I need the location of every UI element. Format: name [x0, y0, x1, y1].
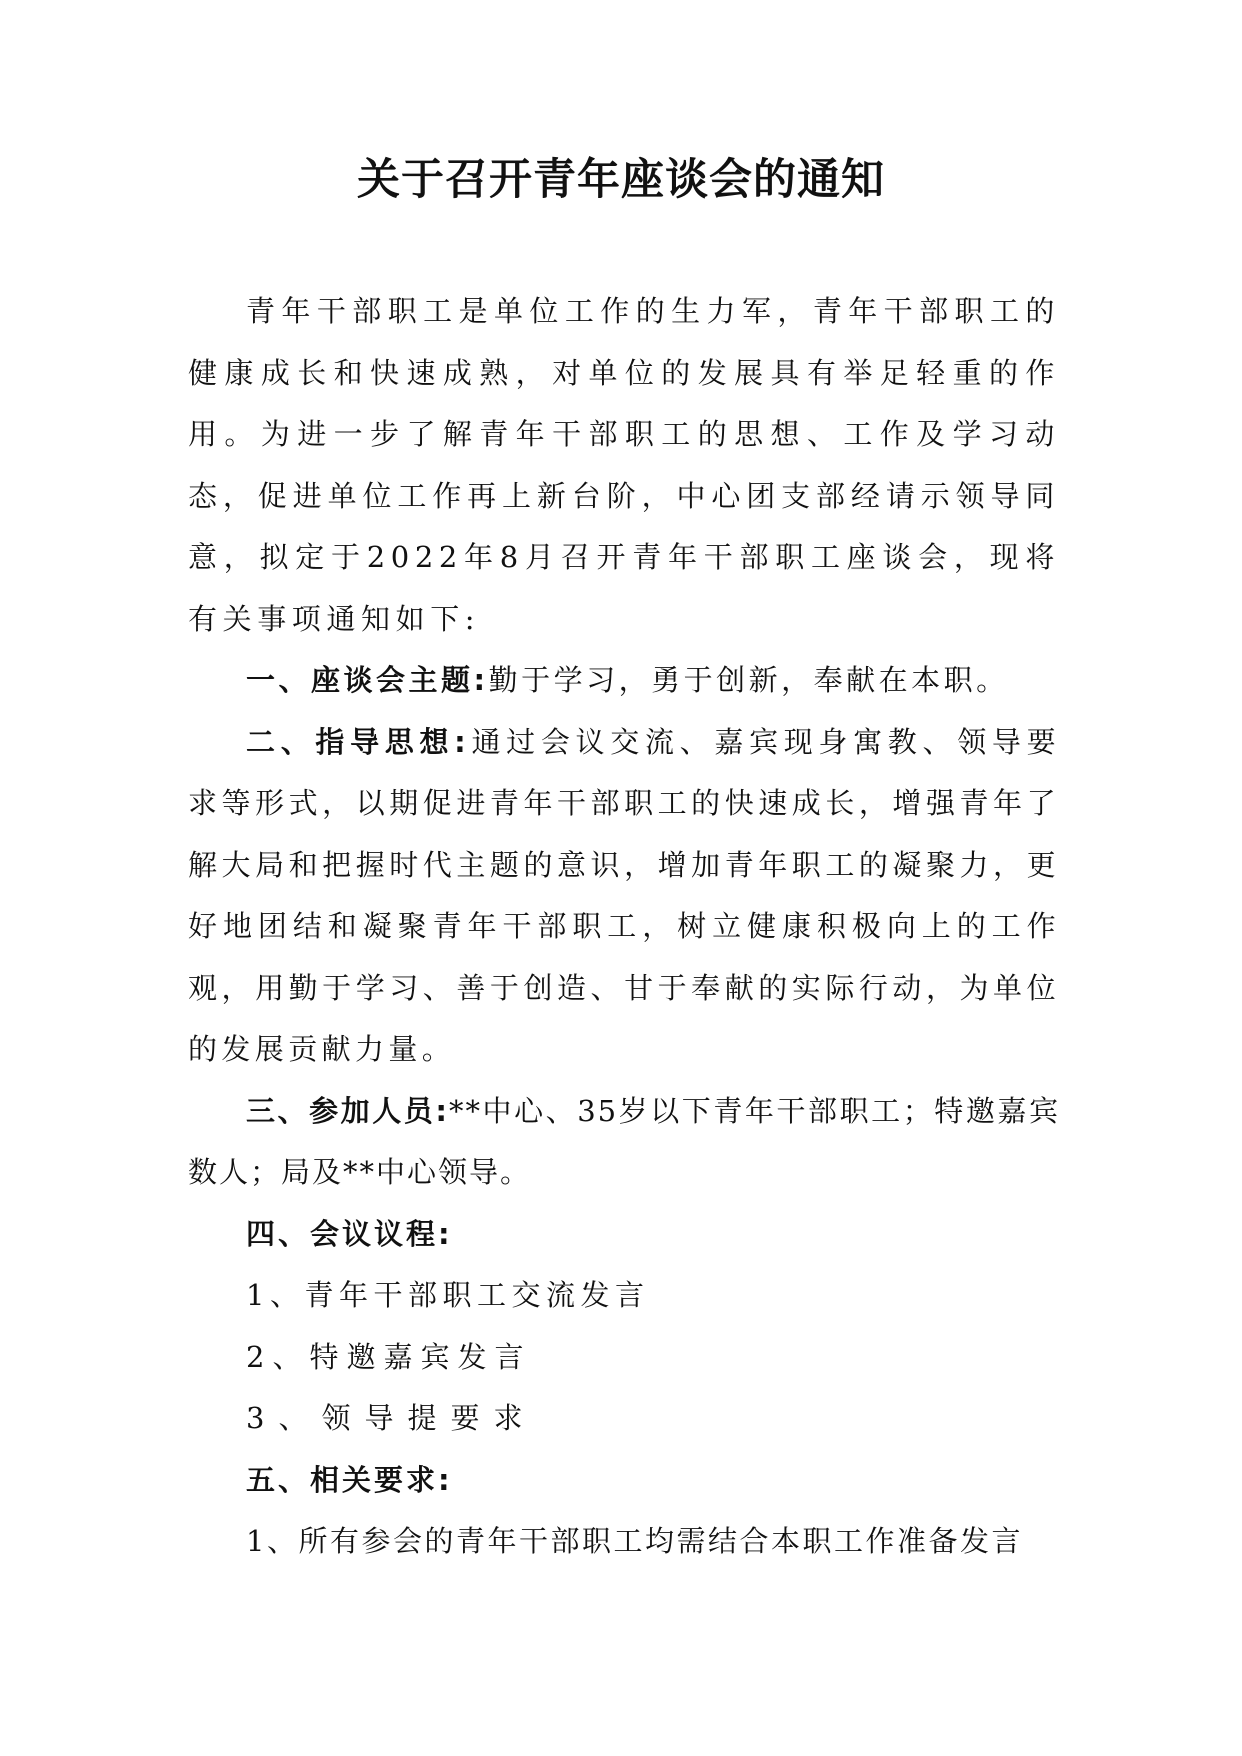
section-guiding-text: 通过会议交流、嘉宾现身寓教、领导要求等形式，以期促进青年干部职工的快速成长，增强青年了解大局和把握时代主题的意识，增加青年职工的凝聚力，更好地团结和凝聚青年干部职工，树立健康积极向上的工作观，用勤于学习、善于创造、甘于奉献的实际行动，为单位的发展贡献力量。: [188, 724, 1060, 1066]
intro-paragraph: 青年干部职工是单位工作的生力军，青年干部职工的健康成长和快速成熟，对单位的发展具有举足轻重的作用。为进一步了解青年干部职工的思想、工作及学习动态，促进单位工作再上新台阶，中心团支部经请示领导同意，拟定于2022年8月召开青年干部职工座谈会，现将有关事项通知如下:: [188, 294, 1060, 636]
section-theme: [188, 650, 1060, 712]
agenda-item: 3、领导提要求: [246, 1401, 537, 1435]
agenda-item: 1、青年干部职工交流发言: [246, 1278, 650, 1312]
section-theme-heading: 一、座谈会主题:: [246, 663, 489, 697]
document-title: 关于召开青年座谈会的通知: [357, 155, 885, 205]
section-guiding-heading: 二、指导思想:: [246, 724, 471, 759]
section-participants: [188, 1081, 1060, 1204]
requirement-item: 1、所有参会的青年干部职工均需结合本职工作准备发言: [246, 1524, 1023, 1558]
document-body: [188, 281, 1060, 1573]
section-guiding: [188, 712, 1060, 1081]
section-participants-text: **中心、35岁以下青年干部职工；特邀嘉宾数人；局及**中心领导。: [188, 1093, 1060, 1189]
section-theme-text: 勤于学习，勇于创新，奉献在本职。: [488, 663, 1009, 697]
section-agenda-heading: 四、会议议程:: [246, 1216, 453, 1251]
section-participants-heading: 三、参加人员:: [246, 1093, 449, 1128]
section-requirements-heading: 五、相关要求:: [246, 1462, 453, 1497]
agenda-item: 2、特邀嘉宾发言: [246, 1339, 532, 1374]
